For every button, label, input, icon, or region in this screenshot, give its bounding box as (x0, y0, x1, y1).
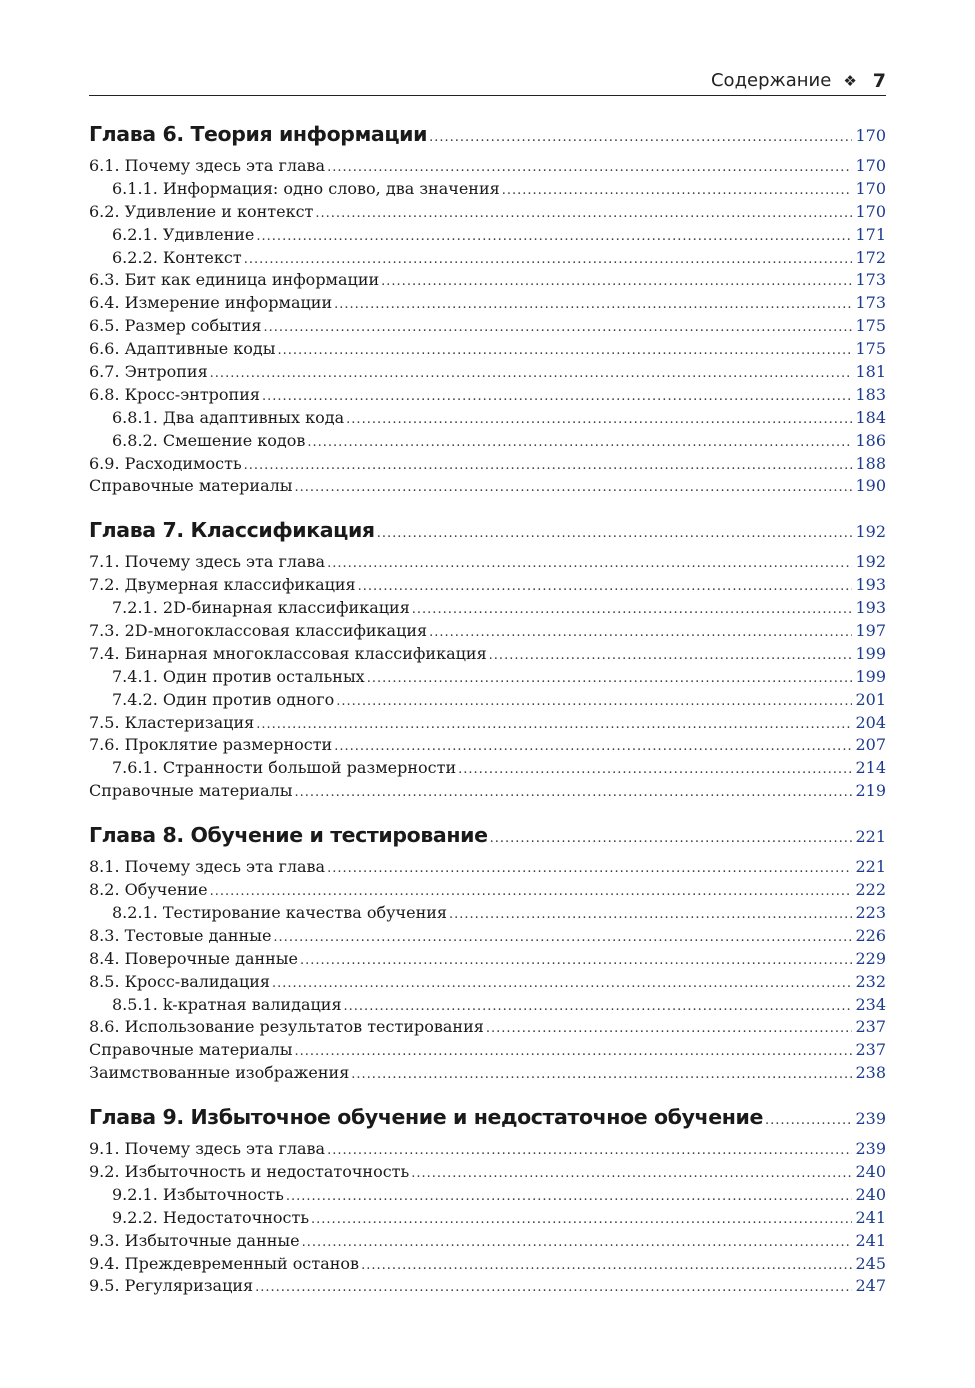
toc-subsection-entry[interactable] (89, 666, 886, 689)
entry-title: 9.5. Регуляризация (89, 1276, 254, 1296)
toc-subsection-entry[interactable] (89, 994, 886, 1017)
entry-title: 6.8.1. Два адаптивных кода (112, 407, 345, 427)
entry-page-number: 173 (855, 293, 886, 313)
dot-leader (334, 294, 852, 317)
entry-title: 8.5.1. k-кратная валидация (112, 994, 342, 1014)
entry-title: 6.8. Кросс-энтропия (89, 384, 260, 404)
entry-title: 9.2.1. Избыточность (112, 1184, 284, 1204)
entry-page-number: 247 (855, 1276, 886, 1296)
entry-page-number: 170 (855, 178, 886, 198)
dot-leader (256, 226, 852, 249)
dot-leader (381, 271, 852, 294)
dot-leader (277, 340, 852, 363)
entry-title: 9.2.2. Недостаточность (112, 1207, 310, 1227)
entry-page-number: 172 (855, 247, 886, 267)
entry-title: 8.4. Поверочные данные (89, 948, 299, 968)
entry-page-number: 241 (855, 1230, 886, 1250)
chapter-page-number: 192 (855, 522, 886, 542)
dot-leader (256, 714, 852, 737)
dot-leader (458, 759, 852, 782)
entry-title: 8.6. Использование результатов тестирования (89, 1017, 484, 1037)
entry-title: 6.4. Измерение информации (89, 293, 333, 313)
chapter-page-number: 239 (855, 1109, 886, 1129)
dot-leader (307, 432, 852, 455)
entry-title: 7.4.2. Один против одного (112, 689, 335, 709)
dot-leader (295, 1041, 853, 1064)
entry-title: 9.3. Избыточные данные (89, 1230, 300, 1250)
dot-leader (295, 782, 853, 805)
ornament-icon: ❖ (843, 71, 857, 90)
dot-leader (486, 1018, 853, 1041)
entry-page-number: 229 (855, 948, 886, 968)
running-header (89, 66, 886, 96)
entry-title: Справочные материалы (89, 1040, 293, 1060)
toc-section-entry[interactable] (89, 780, 886, 803)
chapter-heading[interactable] (89, 1101, 886, 1133)
chapter-heading[interactable] (89, 514, 886, 546)
toc-section-entry[interactable] (89, 1138, 886, 1161)
toc-section-entry[interactable] (89, 1230, 886, 1253)
entry-page-number: 201 (855, 689, 886, 709)
entry-page-number: 171 (855, 224, 886, 244)
entry-page-number: 170 (855, 201, 886, 221)
chapter-title: Глава 7. Классификация (89, 518, 375, 543)
toc-section-entry[interactable] (89, 338, 886, 361)
toc-subsection-entry[interactable] (89, 178, 886, 201)
entry-page-number: 222 (855, 880, 886, 900)
toc-section-entry[interactable] (89, 620, 886, 643)
entry-title: 8.1. Почему здесь эта глава (89, 857, 326, 877)
entry-page-number: 170 (855, 156, 886, 175)
chapter-heading[interactable] (89, 819, 886, 851)
toc-subsection-entry[interactable] (89, 1184, 886, 1207)
dot-leader (263, 317, 852, 340)
dot-leader (336, 691, 852, 714)
entry-title: 6.6. Адаптивные коды (89, 339, 276, 359)
entry-page-number: 190 (855, 476, 886, 496)
entry-title: 7.2. Двумерная классификация (89, 575, 356, 595)
dot-leader (255, 1277, 852, 1300)
entry-page-number: 237 (855, 1017, 886, 1037)
chapter-block (89, 514, 886, 803)
entry-title: 7.4. Бинарная многоклассовая классификация (89, 643, 487, 663)
entry-title: 8.2. Обучение (89, 880, 208, 900)
toc-section-entry[interactable] (89, 1161, 886, 1184)
entry-title: Справочные материалы (89, 781, 293, 801)
entry-page-number: 183 (855, 384, 886, 404)
dot-leader (327, 157, 852, 180)
entry-page-number: 193 (855, 575, 886, 595)
entry-page-number: 193 (855, 598, 886, 618)
entry-page-number: 181 (855, 362, 886, 382)
dot-leader (244, 455, 853, 478)
entry-page-number: 186 (855, 430, 886, 450)
dot-leader (502, 180, 853, 203)
entry-page-number: 184 (855, 407, 886, 427)
chapter-block (89, 1101, 886, 1298)
dot-leader (344, 996, 853, 1019)
toc-subsection-entry[interactable] (89, 224, 886, 247)
entry-page-number: 173 (855, 270, 886, 290)
table-of-contents (89, 118, 886, 1314)
toc-section-entry[interactable] (89, 155, 886, 178)
toc-section-entry[interactable] (89, 879, 886, 902)
dot-leader (311, 1209, 852, 1232)
dot-leader (377, 518, 853, 550)
dot-leader (300, 950, 852, 973)
toc-section-entry[interactable] (89, 475, 886, 498)
dot-leader (489, 645, 853, 668)
entry-title: 6.9. Расходимость (89, 453, 242, 473)
entry-title: 6.2.2. Контекст (112, 247, 242, 267)
dot-leader (412, 599, 853, 622)
chapter-page-number: 221 (855, 827, 886, 847)
entry-title: 7.5. Кластеризация (89, 712, 255, 732)
entry-title: 6.1.1. Информация: одно слово, два значения (112, 178, 500, 198)
chapter-title: Глава 9. Избыточное обучение и недостаточное обучение (89, 1105, 763, 1130)
entry-title: Заимствованные изображения (89, 1063, 350, 1083)
entry-page-number: 204 (855, 712, 886, 732)
toc-subsection-entry[interactable] (89, 1207, 886, 1230)
chapter-block (89, 819, 886, 1085)
dot-leader (262, 386, 852, 409)
toc-section-entry[interactable] (89, 856, 886, 879)
toc-section-entry[interactable] (89, 1062, 886, 1085)
entry-title: 7.3. 2D-многоклассовая классификация (89, 621, 428, 641)
entry-page-number: 188 (855, 453, 886, 473)
dot-leader (327, 1140, 852, 1163)
entry-title: 6.7. Энтропия (89, 362, 208, 382)
toc-section-entry[interactable] (89, 1016, 886, 1039)
entry-title: 7.6.1. Странности большой размерности (112, 758, 457, 778)
entry-title: 7.1. Почему здесь эта глава (89, 552, 326, 572)
toc-section-entry[interactable] (89, 712, 886, 735)
entry-page-number: 241 (855, 1207, 886, 1227)
entry-page-number: 240 (855, 1184, 886, 1204)
entry-title: 7.2.1. 2D-бинарная классификация (112, 598, 410, 618)
dot-leader (315, 203, 852, 226)
header-page-number: 7 (872, 69, 886, 92)
toc-section-entry[interactable] (89, 643, 886, 666)
dot-leader (327, 858, 852, 881)
toc-section-entry[interactable] (89, 1039, 886, 1062)
toc-section-entry[interactable] (89, 551, 886, 574)
dot-leader (765, 1105, 852, 1137)
entry-page-number: 175 (855, 339, 886, 359)
toc-section-entry[interactable] (89, 361, 886, 384)
dot-leader (244, 249, 853, 272)
header-section-title: Содержание (710, 70, 832, 91)
entry-title: 6.2.1. Удивление (112, 224, 255, 244)
entry-page-number: 232 (855, 971, 886, 991)
dot-leader (490, 823, 853, 855)
chapter-heading[interactable] (89, 118, 886, 150)
toc-subsection-entry[interactable] (89, 407, 886, 430)
entry-title: 7.4.1. Один против остальных (112, 666, 365, 686)
dot-leader (411, 1163, 852, 1186)
entry-page-number: 238 (855, 1063, 886, 1083)
chapter-title: Глава 8. Обучение и тестирование (89, 823, 488, 848)
entry-page-number: 234 (855, 994, 886, 1014)
toc-section-entry[interactable] (89, 384, 886, 407)
toc-section-entry[interactable] (89, 1275, 886, 1298)
entry-page-number: 226 (855, 925, 886, 945)
entry-page-number: 245 (855, 1253, 886, 1273)
dot-leader (272, 973, 852, 996)
toc-subsection-entry[interactable] (89, 430, 886, 453)
entry-page-number: 192 (855, 552, 886, 572)
toc-subsection-entry[interactable] (89, 689, 886, 712)
dot-leader (210, 363, 853, 386)
entry-title: 6.2. Удивление и контекст (89, 201, 314, 221)
dot-leader (367, 668, 853, 691)
dot-leader (346, 409, 852, 432)
entry-title: 6.3. Бит как единица информации (89, 270, 380, 290)
dot-leader (351, 1064, 852, 1087)
toc-section-entry[interactable] (89, 971, 886, 994)
dot-leader (286, 1186, 853, 1209)
dot-leader (210, 881, 853, 904)
entry-title: 9.4. Преждевременный останов (89, 1253, 360, 1273)
entry-title: 7.6. Проклятие размерности (89, 735, 333, 755)
toc-section-entry[interactable] (89, 201, 886, 224)
entry-page-number: 199 (855, 666, 886, 686)
entry-page-number: 214 (855, 758, 886, 778)
entry-title: 6.1. Почему здесь эта глава (89, 156, 326, 175)
chapter-page-number: 170 (855, 126, 886, 145)
toc-section-entry[interactable] (89, 453, 886, 476)
entry-title: Справочные материалы (89, 476, 293, 496)
entry-page-number: 207 (855, 735, 886, 755)
dot-leader (295, 477, 853, 500)
toc-section-entry[interactable] (89, 734, 886, 757)
toc-section-entry[interactable] (89, 315, 886, 338)
toc-section-entry[interactable] (89, 269, 886, 292)
dot-leader (334, 736, 852, 759)
entry-title: 8.2.1. Тестирование качества обучения (112, 902, 447, 922)
toc-subsection-entry[interactable] (89, 597, 886, 620)
entry-page-number: 221 (855, 857, 886, 877)
chapter-title: Глава 6. Теория информации (89, 122, 428, 146)
toc-section-entry[interactable] (89, 574, 886, 597)
entry-page-number: 219 (855, 781, 886, 801)
entry-page-number: 223 (855, 902, 886, 922)
entry-page-number: 239 (855, 1139, 886, 1159)
entry-page-number: 197 (855, 621, 886, 641)
entry-title: 9.1. Почему здесь эта глава (89, 1139, 326, 1159)
toc-section-entry[interactable] (89, 925, 886, 948)
entry-page-number: 175 (855, 316, 886, 336)
toc-subsection-entry[interactable] (89, 902, 886, 925)
dot-leader (358, 576, 853, 599)
entry-page-number: 237 (855, 1040, 886, 1060)
dot-leader (429, 122, 852, 154)
entry-page-number: 199 (855, 643, 886, 663)
chapter-block (89, 118, 886, 498)
dot-leader (429, 622, 852, 645)
toc-section-entry[interactable] (89, 1253, 886, 1276)
dot-leader (449, 904, 852, 927)
entry-title: 8.5. Кросс-валидация (89, 971, 271, 991)
entry-page-number: 240 (855, 1161, 886, 1181)
toc-subsection-entry[interactable] (89, 757, 886, 780)
dot-leader (273, 927, 852, 950)
dot-leader (327, 553, 852, 576)
dot-leader (302, 1232, 853, 1255)
toc-subsection-entry[interactable] (89, 247, 886, 270)
toc-section-entry[interactable] (89, 292, 886, 315)
toc-section-entry[interactable] (89, 948, 886, 971)
dot-leader (361, 1255, 852, 1278)
entry-title: 9.2. Избыточность и недостаточность (89, 1161, 410, 1181)
entry-title: 8.3. Тестовые данные (89, 925, 272, 945)
entry-title: 6.8.2. Смешение кодов (112, 430, 306, 450)
entry-title: 6.5. Размер события (89, 316, 262, 336)
